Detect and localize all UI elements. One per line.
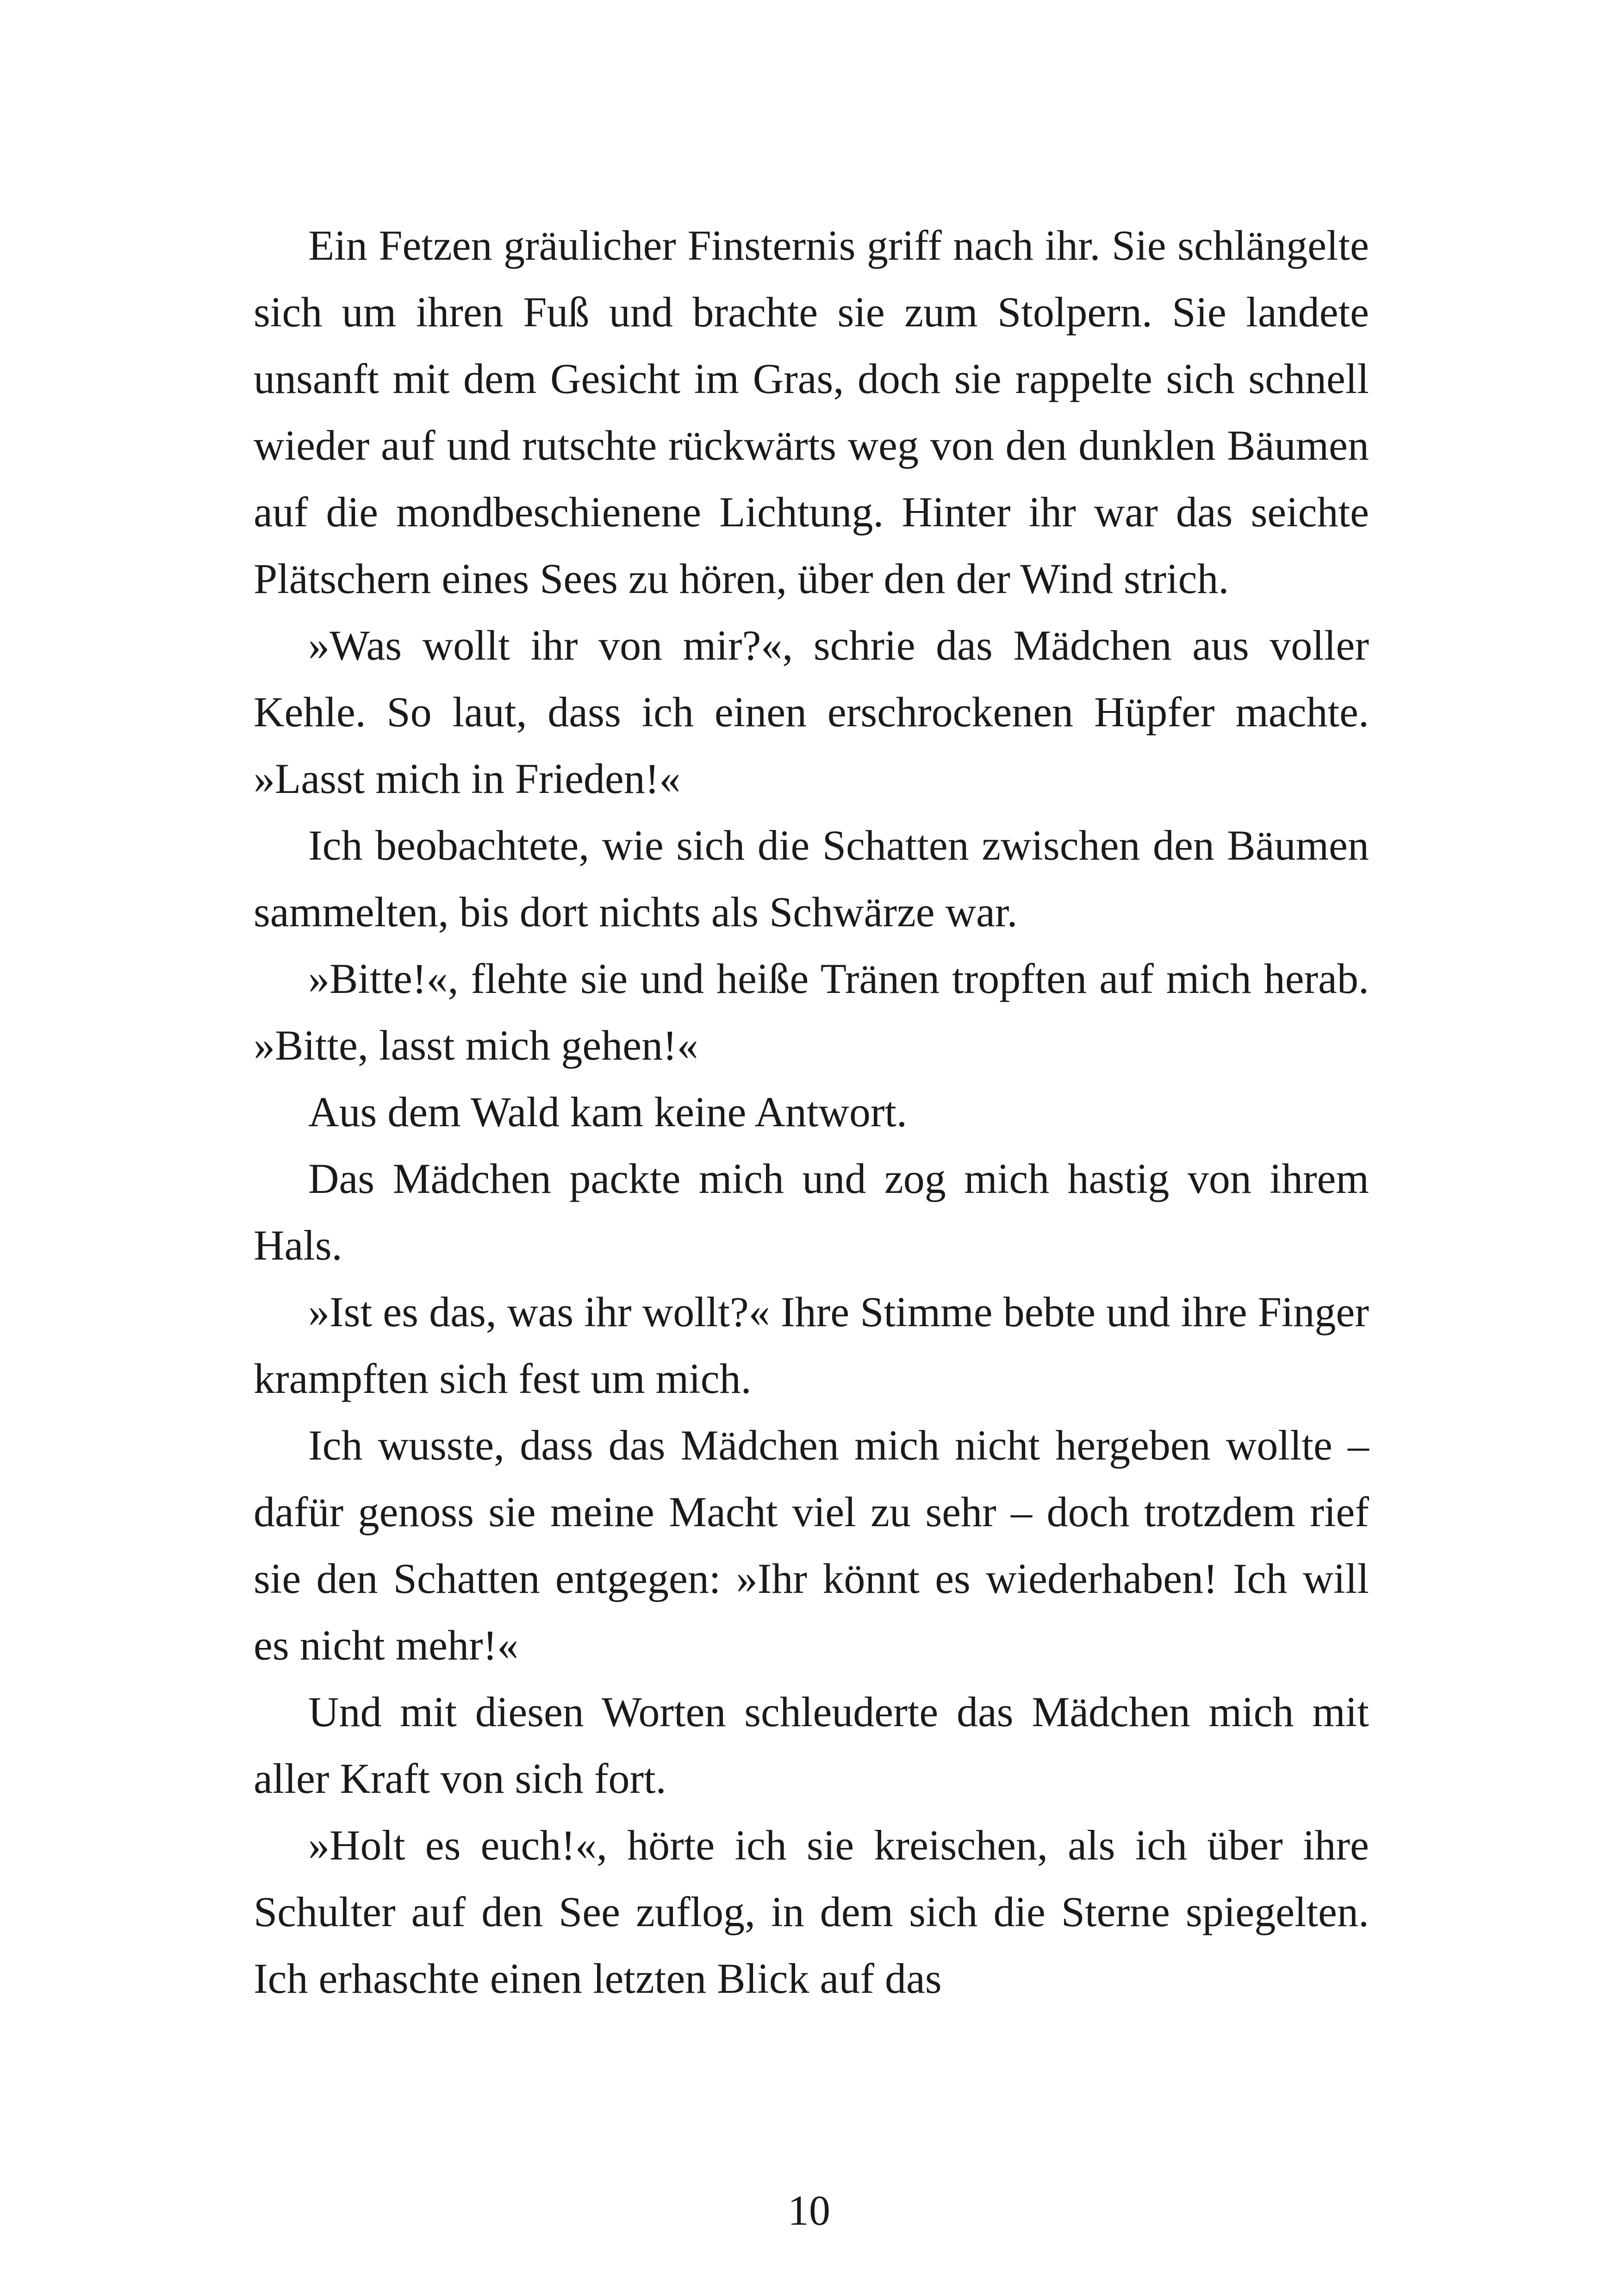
paragraph: »Holt es euch!«, hörte ich sie kreischen, als ich über ihre Schulter auf den See zuflog, in dem sich die Sterne spiegelten. Ich erhaschte einen letzten Blick auf das bbox=[254, 1822, 1369, 2002]
paragraph: Und mit diesen Worten schleuderte das Mädchen mich mit aller Kraft von sich fort. bbox=[254, 1688, 1369, 1802]
paragraph: Ein Fetzen gräulicher Finsternis griff nach ihr. Sie schlängelte sich um ihren Fuß und brachte sie zum Stolpern. Sie landete unsanft mit dem Gesicht im Gras, doch sie rappelte sich schnell wieder auf und rutschte rückwärts weg von den dunklen Bäumen auf die mondbeschienene Lichtung. Hinter ihr war das seichte Plätschern eines Sees zu hören, über den der Wind strich. bbox=[254, 222, 1369, 602]
page-number: 10 bbox=[788, 2187, 830, 2234]
paragraph: Aus dem Wald kam keine Antwort. bbox=[308, 1088, 908, 1136]
paragraph: Ich beobachtete, wie sich die Schatten zwischen den Bäumen sammelten, bis dort nichts als Schwärze war. bbox=[254, 822, 1369, 936]
paragraph: Ich wusste, dass das Mädchen mich nicht hergeben wollte – dafür genoss sie meine Macht viel zu sehr – doch trotzdem rief sie den Schatten entgegen: »Ihr könnt es wiederhaben! Ich will es nicht mehr!« bbox=[254, 1422, 1369, 1669]
paragraph: »Ist es das, was ihr wollt?« Ihre Stimme bebte und ihre Finger krampften sich fest um mich. bbox=[254, 1288, 1369, 1402]
paragraph: »Bitte!«, flehte sie und heiße Tränen tropften auf mich herab. »Bitte, lasst mich gehen!« bbox=[254, 955, 1369, 1069]
body-text bbox=[254, 212, 1369, 2012]
paragraph: Das Mädchen packte mich und zog mich hastig von ihrem Hals. bbox=[254, 1155, 1369, 1269]
paragraph: »Was wollt ihr von mir?«, schrie das Mädchen aus voller Kehle. So laut, dass ich einen erschrockenen Hüpfer machte. »Lasst mich in Frieden!« bbox=[254, 622, 1369, 802]
